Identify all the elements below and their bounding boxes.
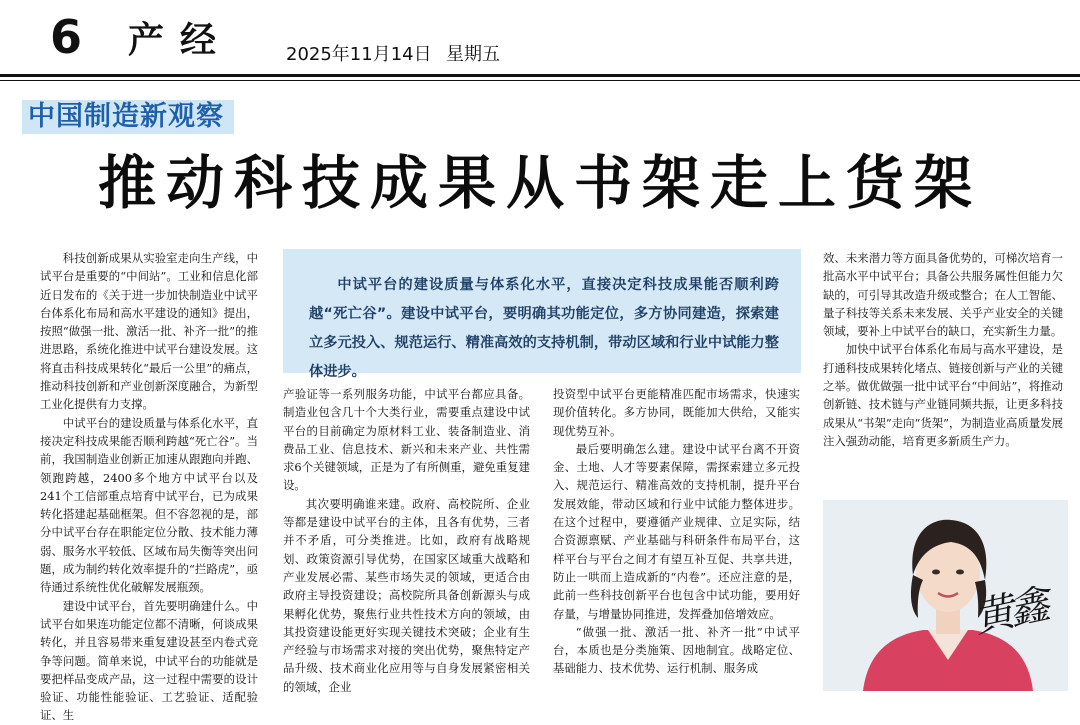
article-column-3 bbox=[553, 385, 800, 678]
masthead-rule bbox=[0, 74, 1080, 77]
paragraph: 投资型中试平台更能精准匹配市场需求，快速实现价值转化。多方协同，既能加大供给，又能实现优势互补。 bbox=[553, 387, 800, 438]
paragraph: 其次要明确谁来建。政府、高校院所、企业等都是建设中试平台的主体，且各有优势，三者并不矛盾，可分类推进。比如，政府有战略规划、政策资源引导优势，在国家区域重大战略和产业发展必需、某些市场失灵的领域，更适合由政府主导投资建设；高校院所具备创新源头与成果孵化优势，聚焦行业共性技术方向的领域，由其投资建设能更好实现关键技术突破；企业有生产经验与市场需求对接的突出优势，聚焦特定产品升级、技术商业化应用等与自身发展紧密相关的领域，企业 bbox=[283, 496, 530, 694]
page-number: 6 bbox=[50, 10, 83, 64]
pull-quote-text: 中试平台的建设质量与体系化水平，直接决定科技成果能否顺利跨越“死亡谷”。建设中试平台，要明确其功能定位，多方协同建造，探索建立多元投入、规范运行、精准高效的支持机制，带动区域和行业中试能力整体进步。 bbox=[309, 277, 779, 380]
pull-quote-box bbox=[283, 249, 801, 380]
paragraph: 科技创新成果从实验室走向生产线，中试平台是重要的“中间站”。工业和信息化部近日发布的《关于进一步加快制造业中试平台体系化布局和高水平建设的通知》提出，按照“做强一批、激活一批、补齐一批”的推进思路，系统化推进中试平台建设发展。这将直击科技成果转化“最后一公里”的痛点，推动科技创新和产业创新深度融合，为新型工业化提供有力支撑。 bbox=[40, 251, 258, 412]
paragraph: 中试平台的建设质量与体系化水平，直接决定科技成果能否顺利跨越“死亡谷”。当前，我国制造业创新正加速从跟跑向并跑、领跑跨越，2400多个地方中试平台以及241个工信部重点培育中试平台，已为成果转化搭建起基础框架。但不容忽视的是，部分中试平台存在职能定位分散、技术能力薄弱、服务水平较低、区域布局失衡等突出问题，成为制约转化效率提升的“拦路虎”，亟待通过系统性优化破解发展瓶颈。 bbox=[40, 415, 258, 595]
paragraph: 加快中试平台体系化布局与高水平建设，是打通科技成果转化堵点、链接创新与产业的关键之举。做优做强一批中试平台“中间站”，将推动创新链、技术链与产业链同频共振，让更多科技成果从“书架”走向“货架”，为制造业高质量发展注入强劲动能，培育更多新质生产力。 bbox=[823, 342, 1063, 448]
paragraph: 产验证等一系列服务功能，中试平台都应具备。制造业包含几十个大类行业，需要重点建设中试平台的目前确定为原材料工业、装备制造业、消费品工业、信息技术、新兴和未来产业、共性需求6个关键领域，正是为了有所侧重，避免重复建设。 bbox=[283, 387, 530, 493]
article-headline: 推动科技成果从书架走上货架 bbox=[97, 149, 982, 217]
article-column-2 bbox=[283, 385, 530, 696]
issue-date: 2025年11月14日 bbox=[286, 44, 432, 65]
paragraph: “做强一批、激活一批、补齐一批”中试平台，本质也是分类施策、因地制宜。战略定位、基础能力、技术优势、运行机制、服务成 bbox=[553, 624, 800, 676]
paragraph: 效、未来潜力等方面具备优势的，可梯次培育一批高水平中试平台；具备公共服务属性但能力欠缺的，可引导其改造升级或整合；在人工智能、量子科技等关系未来发展、关乎产业安全的关键领域，要补上中试平台的缺口，充实新生力量。 bbox=[823, 251, 1063, 339]
author-signature: 黄鑫 bbox=[969, 581, 1050, 642]
column-label: 中国制造新观察 bbox=[22, 100, 234, 134]
paragraph: 最后要明确怎么建。建设中试平台离不开资金、土地、人才等要素保障，需探索建立多元投入、规范运行、精准高效的支持机制，提升平台发展效能，带动区域和行业中试能力整体进步。在这个过程中，要遵循产业规律、立足实际，结合资源禀赋、产业基础与科研条件布局平台，这样平台与平台之间才有望互补互促、共享共进，防止一哄而上造成新的“内卷”。还应注意的是，此前一些科技创新平台也包含中试功能，要用好存量，与增量协同推进，发挥叠加倍增效应。 bbox=[553, 441, 800, 621]
author-photo bbox=[823, 500, 1068, 691]
article-column-1 bbox=[40, 249, 258, 725]
issue-weekday: 星期五 bbox=[446, 44, 500, 65]
section-title: 产经 bbox=[128, 19, 233, 61]
paragraph: 建设中试平台，首先要明确建什么。中试平台如果连功能定位都不清晰，何谈成果转化，并且容易带来重复建设甚至内卷式竞争等问题。简单来说，中试平台的功能就是要把样品变成产品，这一过程中需要的设计验证、功能性能验证、工艺验证、适配验证、生 bbox=[40, 598, 258, 723]
article-column-4 bbox=[823, 249, 1063, 450]
masthead-rule-thin bbox=[0, 80, 1080, 81]
